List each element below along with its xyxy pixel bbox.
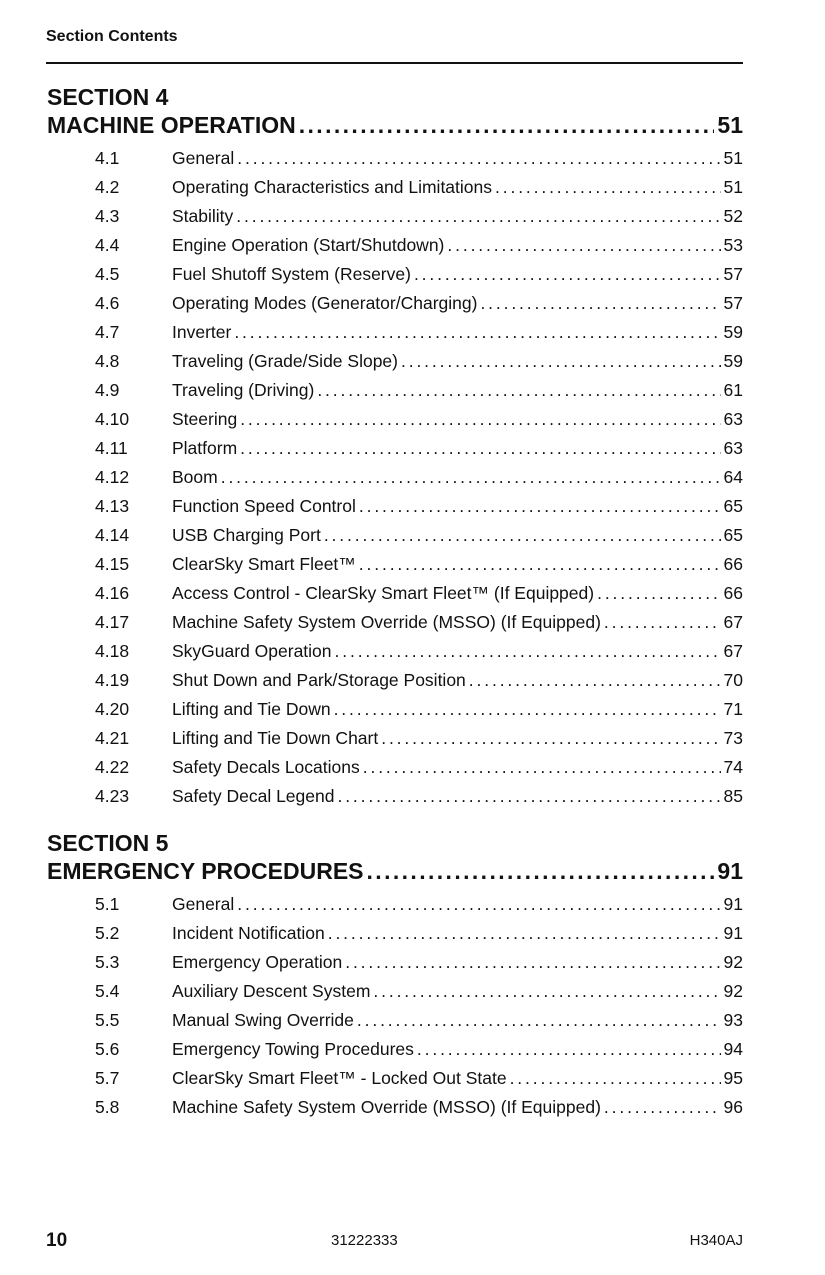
section-4 bbox=[47, 83, 743, 811]
entry-title: Emergency Towing Procedures bbox=[172, 1039, 414, 1059]
entry-page-number: 57 bbox=[723, 293, 743, 313]
toc-entry[interactable] bbox=[47, 782, 743, 811]
entry-title: Stability bbox=[172, 206, 234, 226]
entry-page-number: 70 bbox=[723, 670, 743, 690]
entry-number: 5.1 bbox=[95, 894, 120, 914]
entry-title: Function Speed Control bbox=[172, 496, 356, 516]
entry-number: 4.4 bbox=[95, 235, 120, 255]
dot-leader bbox=[367, 857, 715, 885]
entry-number: 4.14 bbox=[95, 525, 130, 545]
dot-leader bbox=[334, 695, 721, 724]
entry-number: 4.9 bbox=[95, 380, 120, 400]
dot-leader bbox=[597, 579, 720, 608]
entry-number: 4.7 bbox=[95, 322, 120, 342]
entry-title: Engine Operation (Start/Shutdown) bbox=[172, 235, 445, 255]
toc-entry[interactable] bbox=[47, 550, 743, 579]
dot-leader bbox=[414, 260, 721, 289]
entry-title: Incident Notification bbox=[172, 923, 325, 943]
entry-page-number: 91 bbox=[723, 923, 743, 943]
dot-leader bbox=[604, 1093, 721, 1122]
toc-entry[interactable] bbox=[47, 463, 743, 492]
entry-title: Manual Swing Override bbox=[172, 1010, 354, 1030]
footer-model: H340AJ bbox=[689, 1232, 743, 1249]
toc-entry[interactable] bbox=[47, 608, 743, 637]
toc-entry[interactable] bbox=[47, 1006, 743, 1035]
entry-page-number: 85 bbox=[723, 786, 743, 806]
entry-title: ClearSky Smart Fleet™ bbox=[172, 554, 356, 574]
toc-entry[interactable] bbox=[47, 919, 743, 948]
entry-title: Operating Modes (Generator/Charging) bbox=[172, 293, 478, 313]
entry-number: 4.1 bbox=[95, 148, 120, 168]
entry-page-number: 73 bbox=[723, 728, 743, 748]
toc-entry[interactable] bbox=[47, 289, 743, 318]
dot-leader bbox=[237, 890, 720, 919]
toc-entry[interactable] bbox=[47, 579, 743, 608]
entry-title: Machine Safety System Override (MSSO) (If Equipped) bbox=[172, 612, 601, 632]
dot-leader bbox=[480, 289, 720, 318]
dot-leader bbox=[240, 405, 720, 434]
entry-page-number: 63 bbox=[723, 409, 743, 429]
dot-leader bbox=[221, 463, 721, 492]
entry-title: Safety Decals Locations bbox=[172, 757, 360, 777]
entry-page-number: 67 bbox=[723, 612, 743, 632]
section-title-row[interactable] bbox=[47, 857, 743, 885]
entry-page-number: 96 bbox=[723, 1097, 743, 1117]
entry-page-number: 51 bbox=[723, 148, 743, 168]
toc-entry[interactable] bbox=[47, 666, 743, 695]
entry-page-number: 65 bbox=[723, 525, 743, 545]
entry-number: 4.13 bbox=[95, 496, 130, 516]
dot-leader bbox=[359, 550, 721, 579]
entry-title: Emergency Operation bbox=[172, 952, 343, 972]
entry-number: 5.2 bbox=[95, 923, 120, 943]
entry-page-number: 91 bbox=[723, 894, 743, 914]
toc-entry[interactable] bbox=[47, 434, 743, 463]
toc-entry[interactable] bbox=[47, 144, 743, 173]
entry-title: ClearSky Smart Fleet™ - Locked Out State bbox=[172, 1068, 507, 1088]
dot-leader bbox=[373, 977, 720, 1006]
entry-number: 4.15 bbox=[95, 554, 130, 574]
entry-title: Boom bbox=[172, 467, 218, 487]
entry-number: 4.23 bbox=[95, 786, 130, 806]
entry-number: 4.17 bbox=[95, 612, 130, 632]
entry-page-number: 64 bbox=[723, 467, 743, 487]
toc-entry[interactable] bbox=[47, 724, 743, 753]
toc-entry[interactable] bbox=[47, 948, 743, 977]
entry-title: Access Control - ClearSky Smart Fleet™ (If Equipped) bbox=[172, 583, 595, 603]
toc-entry[interactable] bbox=[47, 977, 743, 1006]
entry-title: Steering bbox=[172, 409, 238, 429]
toc-entry[interactable] bbox=[47, 376, 743, 405]
entry-number: 4.5 bbox=[95, 264, 120, 284]
dot-leader bbox=[469, 666, 721, 695]
toc-entry[interactable] bbox=[47, 753, 743, 782]
dot-leader bbox=[337, 782, 720, 811]
header-rule bbox=[46, 62, 743, 64]
dot-leader bbox=[240, 434, 720, 463]
entry-page-number: 67 bbox=[723, 641, 743, 661]
entry-number: 4.19 bbox=[95, 670, 130, 690]
dot-leader bbox=[236, 202, 720, 231]
entry-number: 5.7 bbox=[95, 1068, 120, 1088]
entry-page-number: 92 bbox=[723, 952, 743, 972]
dot-leader bbox=[510, 1064, 721, 1093]
entry-number: 4.10 bbox=[95, 409, 130, 429]
dot-leader bbox=[237, 144, 720, 173]
dot-leader bbox=[381, 724, 720, 753]
entry-title: Inverter bbox=[172, 322, 232, 342]
entry-page-number: 61 bbox=[723, 380, 743, 400]
footer-page-number: 10 bbox=[46, 1230, 68, 1251]
entry-page-number: 95 bbox=[723, 1068, 743, 1088]
entry-page-number: 53 bbox=[723, 235, 743, 255]
entry-number: 4.11 bbox=[95, 438, 128, 458]
dot-leader bbox=[328, 919, 721, 948]
section-title: EMERGENCY PROCEDURES bbox=[47, 858, 364, 884]
entry-number: 4.16 bbox=[95, 583, 130, 603]
entry-number: 5.8 bbox=[95, 1097, 120, 1117]
toc-entry[interactable] bbox=[47, 347, 743, 376]
dot-leader bbox=[357, 1006, 721, 1035]
entry-title: Fuel Shutoff System (Reserve) bbox=[172, 264, 411, 284]
entry-number: 5.4 bbox=[95, 981, 120, 1001]
toc-entry[interactable] bbox=[47, 695, 743, 724]
entry-title: Shut Down and Park/Storage Position bbox=[172, 670, 466, 690]
entry-page-number: 59 bbox=[723, 351, 743, 371]
entry-number: 5.6 bbox=[95, 1039, 120, 1059]
section-label: SECTION 5 bbox=[47, 830, 169, 856]
dot-leader bbox=[299, 111, 715, 139]
toc-entry[interactable] bbox=[47, 405, 743, 434]
section-page-number: 91 bbox=[717, 858, 743, 884]
section-label: SECTION 4 bbox=[47, 84, 169, 110]
toc-entry[interactable] bbox=[47, 1093, 743, 1122]
dot-leader bbox=[447, 231, 720, 260]
toc-entry[interactable] bbox=[47, 318, 743, 347]
toc-entry[interactable] bbox=[47, 202, 743, 231]
entry-title: Traveling (Grade/Side Slope) bbox=[172, 351, 398, 371]
entry-page-number: 93 bbox=[723, 1010, 743, 1030]
entry-title: Machine Safety System Override (MSSO) (If Equipped) bbox=[172, 1097, 601, 1117]
toc-entry[interactable] bbox=[47, 260, 743, 289]
section-page-number: 51 bbox=[717, 112, 743, 138]
entry-title: Safety Decal Legend bbox=[172, 786, 335, 806]
dot-leader bbox=[363, 753, 721, 782]
entry-page-number: 66 bbox=[723, 583, 743, 603]
dot-leader bbox=[234, 318, 720, 347]
toc-entry[interactable] bbox=[47, 521, 743, 550]
entry-number: 4.22 bbox=[95, 757, 130, 777]
entry-page-number: 94 bbox=[723, 1039, 743, 1059]
entry-title: Auxiliary Descent System bbox=[172, 981, 371, 1001]
entry-number: 5.5 bbox=[95, 1010, 120, 1030]
entry-number: 4.21 bbox=[95, 728, 130, 748]
footer-doc-number: 31222333 bbox=[331, 1232, 398, 1249]
entry-title: USB Charging Port bbox=[172, 525, 321, 545]
entry-number: 4.12 bbox=[95, 467, 130, 487]
entry-title: Lifting and Tie Down bbox=[172, 699, 331, 719]
dot-leader bbox=[401, 347, 721, 376]
toc-entry[interactable] bbox=[47, 637, 743, 666]
entry-page-number: 52 bbox=[723, 206, 743, 226]
section-5 bbox=[47, 829, 743, 1122]
dot-leader bbox=[495, 173, 721, 202]
running-header: Section Contents bbox=[46, 28, 178, 45]
entry-page-number: 65 bbox=[723, 496, 743, 516]
entry-title: SkyGuard Operation bbox=[172, 641, 332, 661]
entry-page-number: 59 bbox=[723, 322, 743, 342]
toc-entry[interactable] bbox=[47, 231, 743, 260]
entry-title: Platform bbox=[172, 438, 238, 458]
toc-entry[interactable] bbox=[47, 1035, 743, 1064]
entry-page-number: 63 bbox=[723, 438, 743, 458]
toc-entry[interactable] bbox=[47, 890, 743, 919]
entry-page-number: 71 bbox=[723, 699, 743, 719]
entry-title: Traveling (Driving) bbox=[172, 380, 315, 400]
entry-number: 4.6 bbox=[95, 293, 120, 313]
entry-title: Operating Characteristics and Limitations bbox=[172, 177, 493, 197]
entry-page-number: 92 bbox=[723, 981, 743, 1001]
toc-entry[interactable] bbox=[47, 173, 743, 202]
entry-page-number: 51 bbox=[723, 177, 743, 197]
entry-number: 4.3 bbox=[95, 206, 120, 226]
entry-number: 4.18 bbox=[95, 641, 130, 661]
dot-leader bbox=[417, 1035, 721, 1064]
entry-page-number: 74 bbox=[723, 757, 743, 777]
entry-number: 4.20 bbox=[95, 699, 130, 719]
toc-entry[interactable] bbox=[47, 492, 743, 521]
toc-entry[interactable] bbox=[47, 1064, 743, 1093]
section-title: MACHINE OPERATION bbox=[47, 112, 296, 138]
entry-title: General bbox=[172, 894, 235, 914]
entry-number: 4.8 bbox=[95, 351, 120, 371]
section-title-row[interactable] bbox=[47, 111, 743, 139]
dot-leader bbox=[359, 492, 721, 521]
entry-number: 5.3 bbox=[95, 952, 120, 972]
dot-leader bbox=[604, 608, 721, 637]
dot-leader bbox=[324, 521, 721, 550]
dot-leader bbox=[335, 637, 721, 666]
entry-page-number: 66 bbox=[723, 554, 743, 574]
entry-title: Lifting and Tie Down Chart bbox=[172, 728, 379, 748]
entry-title: General bbox=[172, 148, 235, 168]
dot-leader bbox=[345, 948, 720, 977]
dot-leader bbox=[317, 376, 720, 405]
entry-page-number: 57 bbox=[723, 264, 743, 284]
entry-number: 4.2 bbox=[95, 177, 120, 197]
